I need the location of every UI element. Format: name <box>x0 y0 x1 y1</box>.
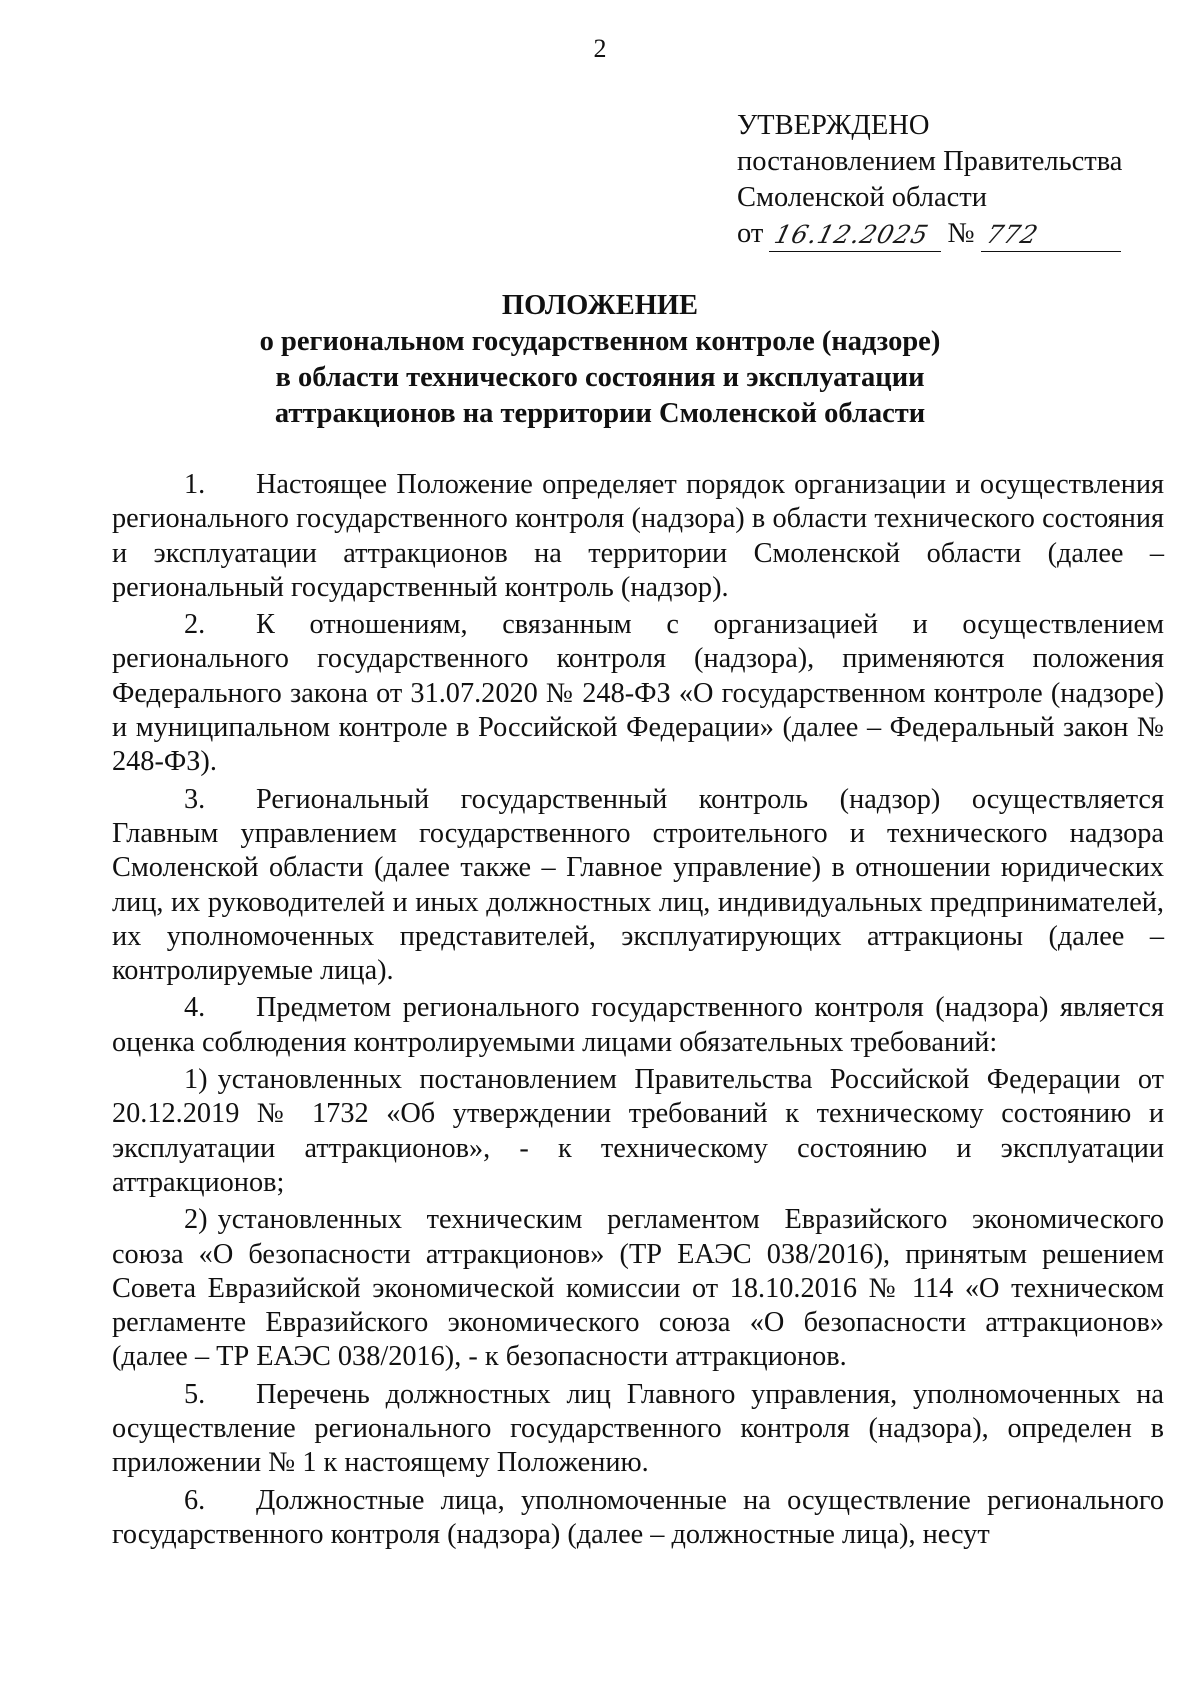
title-heading: ПОЛОЖЕНИЕ <box>501 290 699 321</box>
paragraph-number: 2. <box>184 609 206 641</box>
paragraph-text: К отношениям, связанным с организацией и осуществлением регионального государственного контроля (надзора), применяются положения Федерального закона от 31.07.2020 № 248-ФЗ «О государственном контроле (надзоре) и муниципальном контроле в Российской Федерации» (далее – Федеральный закон № 248-ФЗ). <box>112 609 1164 778</box>
subparagraph-4-1 <box>112 1063 1164 1200</box>
paragraph-text: Перечень должностных лиц Главного управления, уполномоченных на осуществление регионального государственного контроля (надзора), определен в приложении № 1 к настоящему Положению. <box>112 1378 1164 1479</box>
paragraph-text: Должностные лица, уполномоченные на осуществление регионального государственного контроля (надзора) (далее – должностные лица), несут <box>112 1484 1164 1550</box>
subparagraph-4-2 <box>112 1203 1164 1374</box>
paragraph-number: 3. <box>184 783 206 815</box>
paragraph-number: 4. <box>184 992 206 1024</box>
paragraph-6 <box>112 1484 1164 1553</box>
paragraph-number: 5. <box>184 1378 206 1410</box>
title-line-2: в области технического состояния и эксплуатации <box>275 362 925 393</box>
paragraph-3 <box>112 783 1164 989</box>
title-line-1: о региональном государственном контроле (надзоре) <box>259 326 941 357</box>
paragraph-4 <box>112 991 1164 1060</box>
paragraph-text: Предметом регионального государственного контроля (надзора) является оценка соблюдения контролируемыми лицами обязательных требований: <box>112 992 1164 1058</box>
approval-heading: УТВЕРЖДЕНО <box>737 110 930 141</box>
paragraph-number: 6. <box>184 1484 206 1516</box>
paragraph-text: Настоящее Положение определяет порядок организации и осуществления регионального государственного контроля (надзора) в области технического состояния и эксплуатации аттракционов на территории Смоленской области (далее – региональный государственный контроль (надзор). <box>112 469 1164 603</box>
handwritten-date-field <box>769 221 941 252</box>
document-body <box>112 468 1164 1552</box>
handwritten-number-field <box>981 221 1121 252</box>
title-line-3: аттракционов на территории Смоленской области <box>274 398 926 429</box>
approval-date-number-line <box>737 216 1157 252</box>
subparagraph-text: установленных техническим регламентом Евразийского экономического союза «О безопасности аттракционов» (ТР ЕАЭС 038/2016), принятым решением Совета Евразийской экономической комиссии от 18.10.2016 № 114 «О техническом регламенте Евразийского экономического союза «О безопасности аттракционов» (далее – ТР ЕАЭС 038/2016), - к безопасности аттракционов. <box>112 1204 1164 1373</box>
handwritten-date: 16.12.2025 <box>771 220 933 249</box>
approval-region: Смоленской области <box>737 182 987 213</box>
approval-stamp-block <box>737 108 1157 252</box>
paragraph-5 <box>112 1378 1164 1481</box>
document-title <box>0 288 1200 432</box>
paragraph-2 <box>112 608 1164 779</box>
subparagraph-text: установленных постановлением Правительства Российской Федерации от 20.12.2019 № 1732 «Об утверждении требований к техническому состоянию и эксплуатации аттракционов», - к техническому состоянию и эксплуатации аттракционов; <box>112 1064 1164 1198</box>
number-prefix: № <box>947 218 975 249</box>
subparagraph-number: 2) <box>184 1204 208 1236</box>
subparagraph-number: 1) <box>184 1064 208 1096</box>
approval-authority: постановлением Правительства <box>737 146 1123 177</box>
handwritten-number: 772 <box>983 220 1042 249</box>
date-prefix: от <box>737 218 764 249</box>
page-number: 2 <box>593 34 607 63</box>
paragraph-number: 1. <box>184 469 206 500</box>
paragraph-1 <box>112 468 1164 605</box>
paragraph-text: Региональный государственный контроль (надзор) осуществляется Главным управлением государственного строительного и технического надзора Смоленской области (далее также – Главное управление) в отношении юридических лиц, их руководителей и иных должностных лиц, индивидуальных предпринимателей, их уполномоченных представителей, эксплуатирующих аттракционы (далее – контролируемые лица). <box>112 783 1164 987</box>
